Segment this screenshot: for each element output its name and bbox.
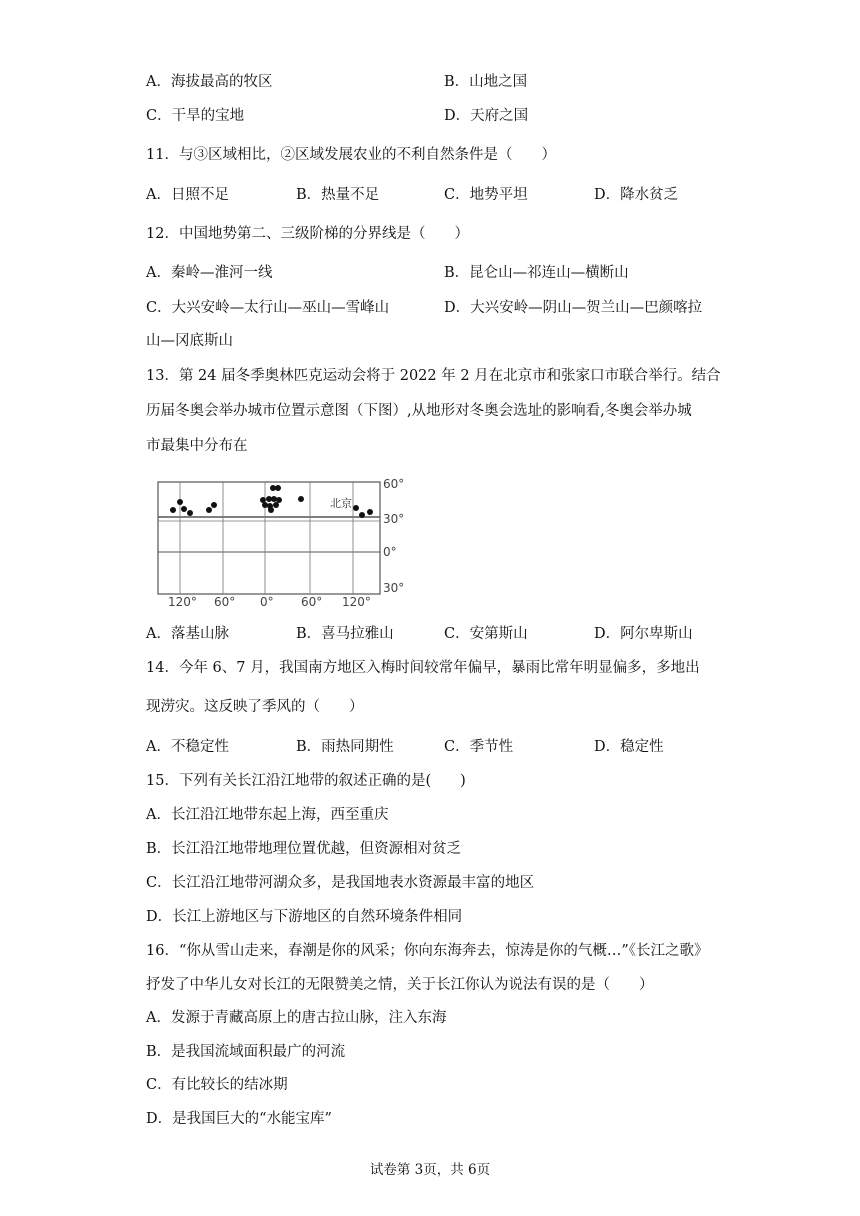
q14-stem-line2: 现涝灾。这反映了季风的（ ）	[146, 699, 364, 715]
lon-label-60w: 60°	[214, 595, 236, 609]
lat-label-30s: 30°	[383, 581, 405, 595]
lat-label-60n: 60°	[383, 477, 405, 491]
host-city-dot	[177, 499, 183, 505]
host-city-dot	[367, 509, 373, 515]
q14-option-c: C．季节性	[444, 739, 514, 755]
host-city-dot	[275, 485, 281, 491]
q14-option-a: A．不稳定性	[146, 739, 229, 755]
host-city-dot	[359, 512, 365, 518]
olympic-cities-map	[140, 472, 420, 612]
beijing-label: 北京	[330, 497, 352, 510]
q12-option-d: D．大兴安岭—阴山—贺兰山—巴颜喀拉	[444, 300, 703, 316]
q11-option-c: C．地势平坦	[444, 187, 528, 203]
host-city-dot	[276, 497, 282, 503]
q16-option-b: B．是我国流域面积最广的河流	[146, 1044, 346, 1060]
q15-option-d: D．长江上游地区与下游地区的自然环境条件相同	[146, 909, 463, 925]
host-city-dot	[187, 510, 193, 516]
q15-stem: 15．下列有关长江沿江地带的叙述正确的是( )	[146, 773, 466, 789]
q16-stem-line2: 抒发了中华儿女对长江的无限赞美之情，关于长江你认为说法有误的是（ ）	[146, 977, 654, 993]
q14-option-d: D．稳定性	[594, 739, 664, 755]
host-city-dot	[271, 496, 277, 502]
q10-option-a: A．海拔最高的牧区	[146, 74, 273, 90]
q13-option-c: C．安第斯山	[444, 626, 528, 642]
lat-label-0: 0°	[383, 545, 397, 559]
q13-option-a: A．落基山脉	[146, 626, 229, 642]
host-city-dot	[211, 502, 217, 508]
q14-stem-line1: 14．今年 6、7 月，我国南方地区入梅时间较常年偏早，暴雨比常年明显偏多，多地出	[146, 660, 700, 676]
host-city-dot	[262, 502, 268, 508]
q13-stem-line3: 市最集中分布在	[146, 438, 248, 454]
host-city-dot	[298, 496, 304, 502]
lon-label-120w: 120°	[168, 595, 197, 609]
q12-option-d-continued: 山—冈底斯山	[146, 333, 233, 349]
q11-option-a: A．日照不足	[146, 187, 229, 203]
q14-option-b: B．雨热同期性	[296, 739, 394, 755]
q11-option-b: B．热量不足	[296, 187, 380, 203]
q10-option-d: D．天府之国	[444, 108, 529, 124]
q11-option-d: D．降水贫乏	[594, 187, 679, 203]
host-city-dot	[181, 506, 187, 512]
host-city-dot	[206, 507, 212, 513]
lon-label-0: 0°	[260, 595, 274, 609]
host-city-dot	[268, 507, 274, 513]
q12-option-a: A．秦岭—淮河一线	[146, 265, 273, 281]
q13-stem-line1: 13．第 24 届冬季奥林匹克运动会将于 2022 年 2 月在北京市和张家口市联合举行。结合	[146, 368, 721, 384]
q16-option-d: D．是我国巨大的“水能宝库”	[146, 1111, 332, 1127]
q10-option-c: C．干旱的宝地	[146, 108, 245, 124]
host-city-dot	[170, 507, 176, 513]
lon-label-120e: 120°	[342, 595, 371, 609]
q13-stem-line2: 历届冬奥会举办城市位置示意图（下图）,从地形对冬奥会选址的影响看,冬奥会举办城	[146, 403, 692, 419]
q12-stem: 12．中国地势第二、三级阶梯的分界线是（ ）	[146, 226, 469, 242]
q11-stem: 11．与③区域相比，②区域发展农业的不利自然条件是（ ）	[146, 147, 556, 163]
lon-label-60e: 60°	[301, 595, 323, 609]
host-city-dot	[353, 505, 359, 511]
q10-option-b: B．山地之国	[444, 74, 528, 90]
page-footer: 试卷第 3页，共 6页	[369, 1162, 491, 1178]
q12-option-c: C．大兴安岭—太行山—巫山—雪峰山	[146, 300, 390, 316]
q13-option-b: B．喜马拉雅山	[296, 626, 394, 642]
q16-option-c: C．有比较长的结冰期	[146, 1077, 288, 1093]
lat-label-30n: 30°	[383, 512, 405, 526]
q15-option-b: B．长江沿江地带地理位置优越，但资源相对贫乏	[146, 841, 462, 857]
q15-option-a: A．长江沿江地带东起上海，西至重庆	[146, 807, 389, 823]
q13-option-d: D．阿尔卑斯山	[594, 626, 693, 642]
q16-stem-line1: 16．“你从雪山走来，春潮是你的风采；你向东海奔去，惊涛是你的气概…”《长江之歌》	[146, 943, 709, 959]
host-city-dot	[273, 502, 279, 508]
q16-option-a: A．发源于青藏高原上的唐古拉山脉，注入东海	[146, 1010, 447, 1026]
q12-option-b: B．昆仑山—祁连山—横断山	[444, 265, 629, 281]
q15-option-c: C．长江沿江地带河湖众多，是我国地表水资源最丰富的地区	[146, 875, 535, 891]
